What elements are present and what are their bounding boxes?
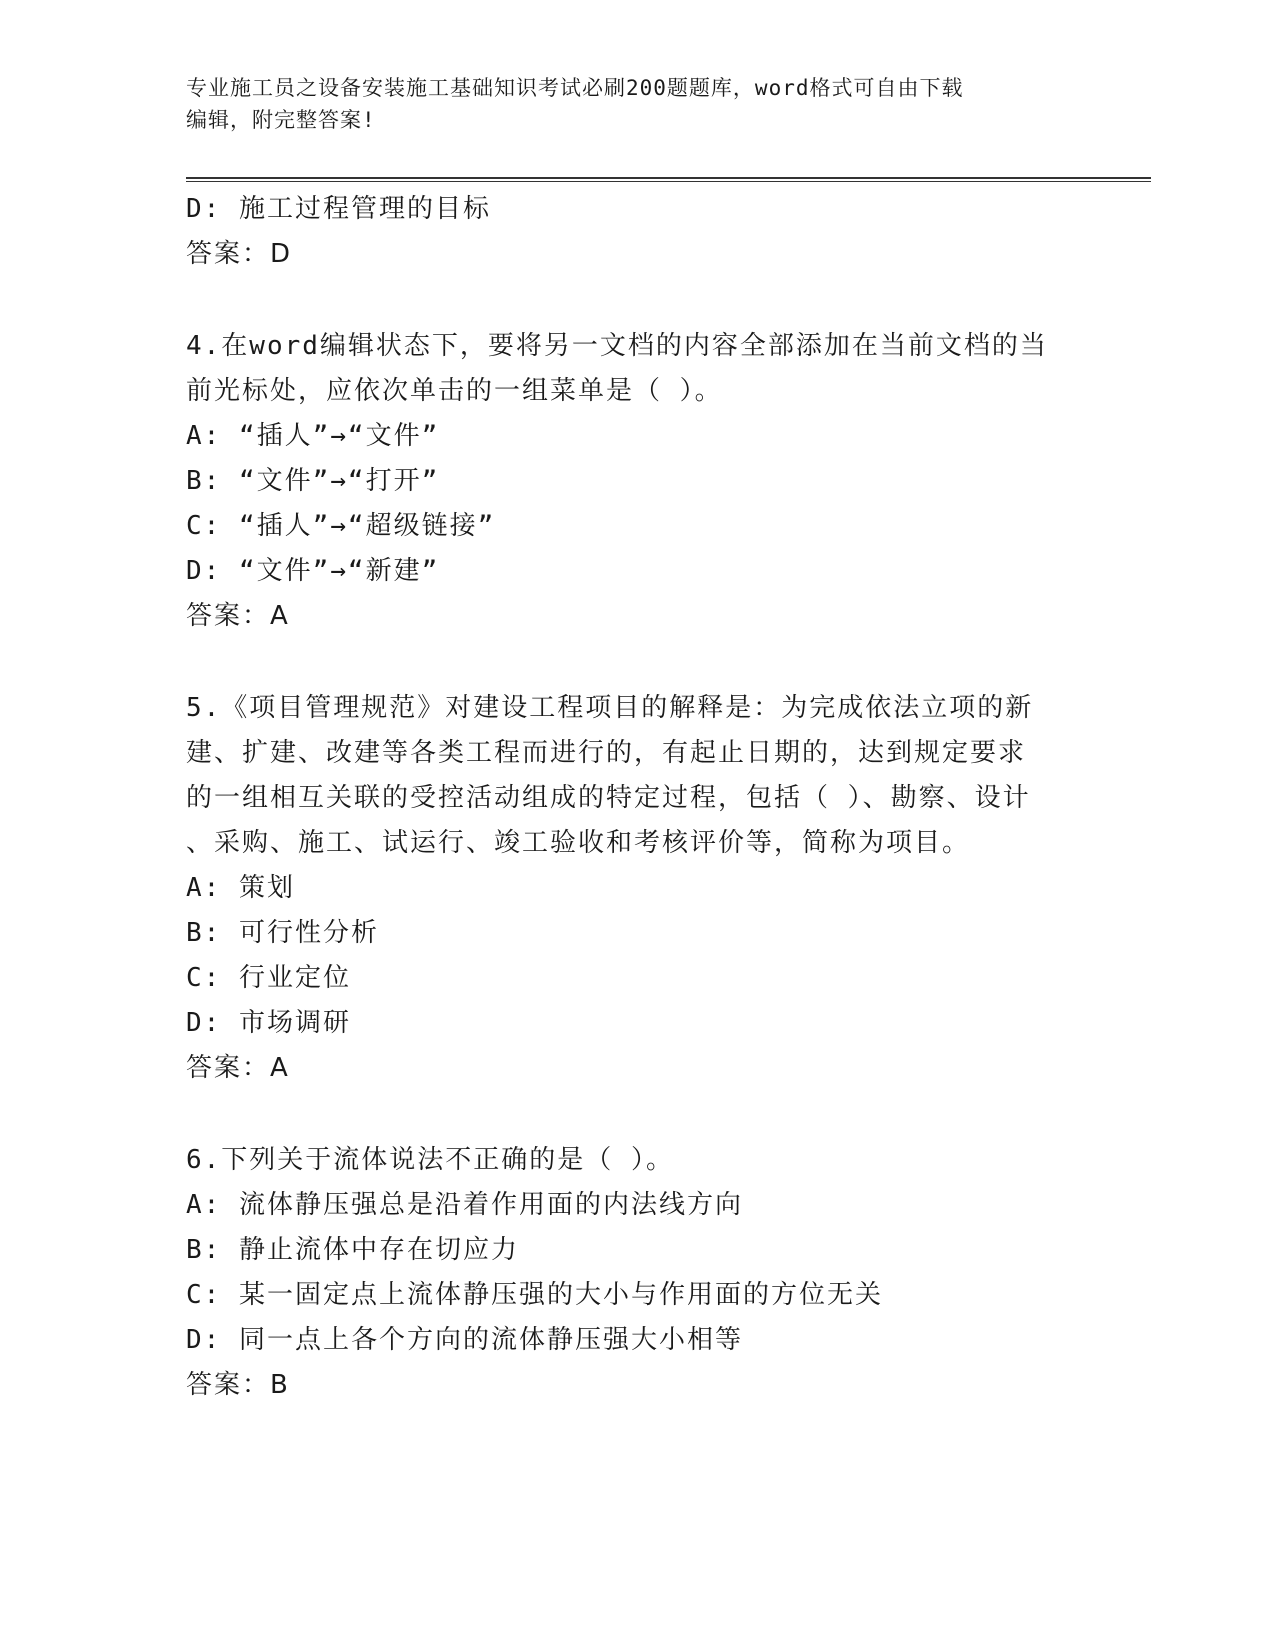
q4-title-line-1: 4.在word编辑状态下，要将另一文档的内容全部添加在当前文档的当	[186, 331, 1048, 361]
q5-option-d: D: 市场调研	[186, 1008, 351, 1038]
q5-option-a: A: 策划	[186, 873, 295, 903]
q5-answer: 答案：A	[186, 1053, 290, 1083]
q4-option-b: B: “文件”→“打开”	[186, 466, 440, 496]
q5-title-line-4: 、采购、施工、试运行、竣工验收和考核评价等，简称为项目。	[186, 828, 971, 858]
q6-option-c: C: 某一固定点上流体静压强的大小与作用面的方位无关	[186, 1280, 883, 1310]
q6-title: 6.下列关于流体说法不正确的是（ ）。	[186, 1145, 674, 1175]
header-divider	[186, 177, 1151, 182]
q5-title-line-3: 的一组相互关联的受控活动组成的特定过程，包括（ ）、勘察、设计	[186, 783, 1031, 813]
q4-title-line-2: 前光标处，应依次单击的一组菜单是（ ）。	[186, 376, 723, 406]
q5-title-line-2: 建、扩建、改建等各类工程而进行的，有起止日期的，达到规定要求	[186, 738, 1027, 768]
q5-title-line-1: 5.《项目管理规范》对建设工程项目的解释是：为完成依法立项的新	[186, 693, 1034, 723]
document-body	[186, 187, 1086, 1408]
q4-option-c: C: “插人”→“超级链接”	[186, 511, 496, 541]
spacer	[186, 639, 1086, 686]
page-header	[186, 72, 1066, 136]
q3-answer: 答案：D	[186, 239, 293, 269]
header-line-1: 专业施工员之设备安装施工基础知识考试必刷200题题库，word格式可自由下载	[186, 76, 964, 100]
q4-option-a: A: “插人”→“文件”	[186, 421, 440, 451]
q5-option-c: C: 行业定位	[186, 963, 351, 993]
q5-option-b: B: 可行性分析	[186, 918, 379, 948]
q3-option-d: D: 施工过程管理的目标	[186, 194, 491, 224]
header-line-2: 编辑，附完整答案!	[186, 108, 376, 132]
q4-answer: 答案：A	[186, 601, 290, 631]
q4-option-d: D: “文件”→“新建”	[186, 556, 440, 586]
q6-option-a: A: 流体静压强总是沿着作用面的内法线方向	[186, 1190, 743, 1220]
q6-option-d: D: 同一点上各个方向的流体静压强大小相等	[186, 1325, 743, 1355]
spacer	[186, 1091, 1086, 1138]
q6-answer: 答案：B	[186, 1370, 290, 1400]
spacer	[186, 277, 1086, 324]
q6-option-b: B: 静止流体中存在切应力	[186, 1235, 519, 1265]
